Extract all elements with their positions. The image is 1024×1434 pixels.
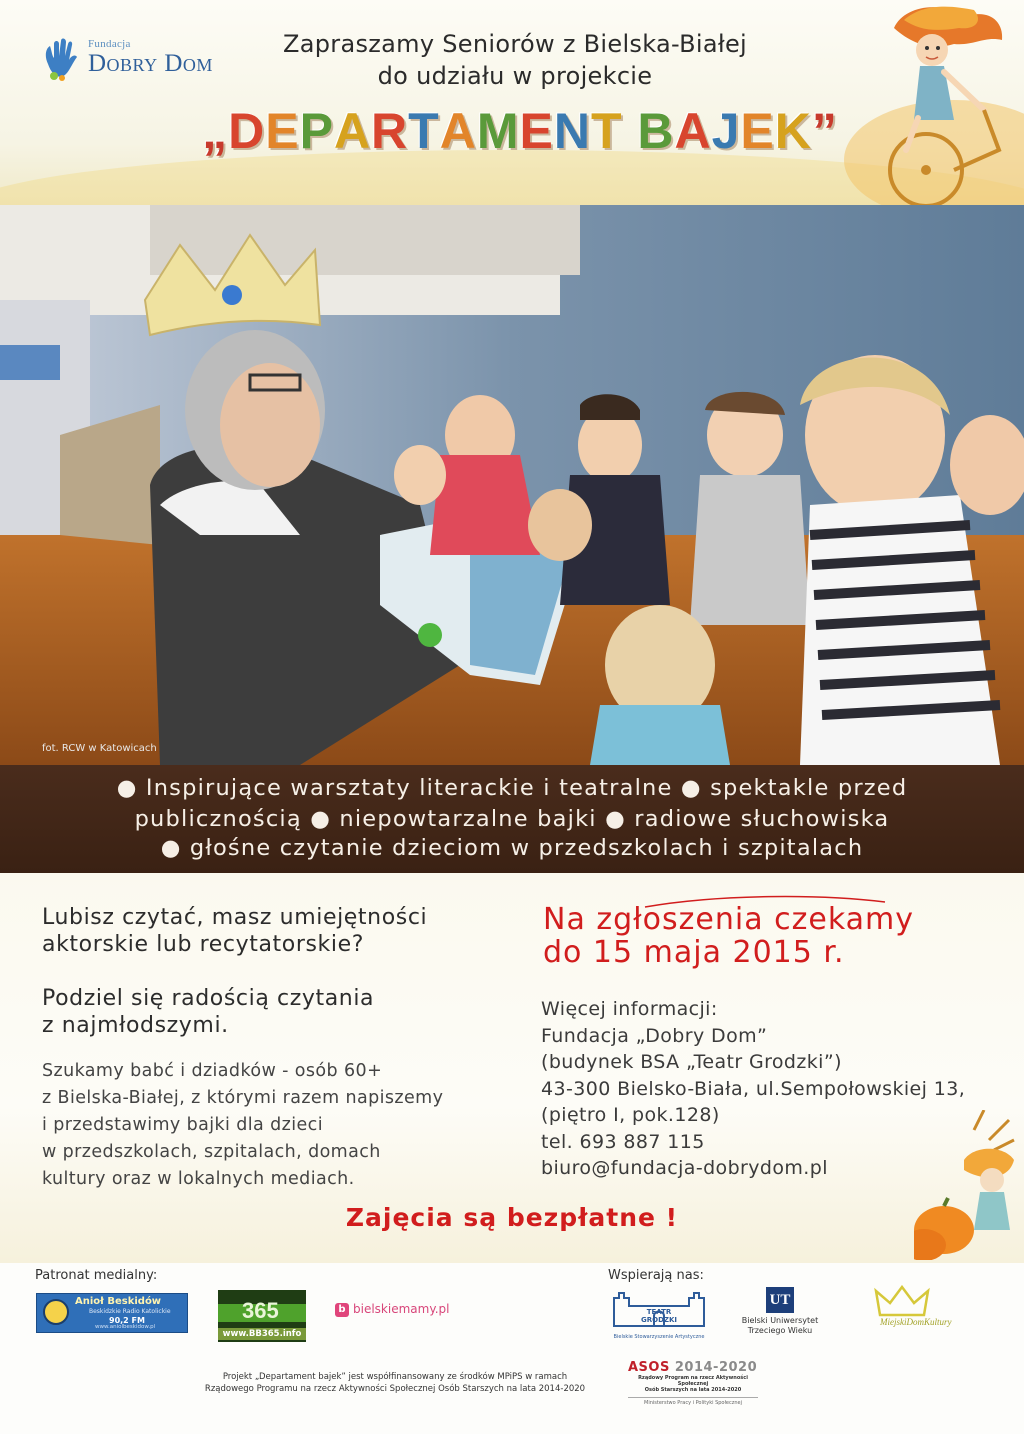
aniol-freq: 90,2 FM (109, 1316, 145, 1325)
mdk-name: MiejskiDomKultury (880, 1317, 952, 1327)
title-letter: N (553, 103, 591, 159)
funding-note (160, 1371, 630, 1395)
aniol-sub: Beskidzkie Radio Katolickie (89, 1308, 171, 1315)
info-address: 43-300 Bielsko-Biała, ul.Sempołowskiej 13, (541, 1077, 966, 1100)
title-letter: „ (202, 103, 229, 159)
teatr-grodzki-logo[interactable] (609, 1288, 709, 1340)
butw-logo[interactable] (730, 1287, 830, 1342)
title-letter: E (740, 103, 775, 159)
seeking-line: w przedszkolach, szpitalach, domach (42, 1142, 381, 1162)
bb365-logo[interactable] (218, 1290, 306, 1342)
title-letter: P (299, 103, 334, 159)
question-line-2: aktorskie lub recytatorskie? (42, 932, 364, 957)
seeking-line: kultury oraz w lokalnych mediach. (42, 1169, 355, 1189)
free-classes-text: Zajęcia są bezpłatne ! (345, 1203, 679, 1232)
title-letter: E (265, 103, 300, 159)
title-letter: B (637, 103, 675, 159)
seeking-line: i przedstawimy bajki dla dzieci (42, 1115, 323, 1135)
question-line-1: Lubisz czytać, masz umiejętności (42, 905, 428, 930)
photo-credit: fot. RCW w Katowicach (42, 743, 157, 754)
title-letter (622, 102, 637, 160)
teatr-name-line-2: GRODZKI (640, 1316, 677, 1324)
invite-line-1: Zapraszamy Seniorów z Bielska-Białej (283, 30, 747, 58)
aniol-url: www.aniolbeskidow.pl (95, 1324, 156, 1330)
asos-ministry: Ministerstwo Pracy i Polityki Społecznej (628, 1397, 758, 1406)
title-letter: R (371, 103, 409, 159)
bielskiemamy-name: bielskiemamy.pl (353, 1302, 450, 1316)
title-letter: A (674, 103, 712, 159)
share-line-2: z najmłodszymi. (42, 1013, 229, 1038)
deadline-line-1: Na zgłoszenia czekamy (543, 902, 915, 937)
bb365-number: 365 (242, 1298, 279, 1323)
seeking-text (42, 1058, 522, 1193)
asos-name: ASOS (628, 1360, 670, 1375)
teatr-caption: Bielskie Stowarzyszenie Artystyczne (613, 1334, 705, 1340)
title-letter: A (333, 103, 372, 159)
share-line-1: Podziel się radością czytania (42, 986, 375, 1011)
deadline-text (543, 903, 1003, 969)
aniol-beskidow-logo[interactable] (36, 1293, 188, 1333)
funding-note-line-2: Rządowego Programu na rzecz Aktywności Społecznej Osób Starszych na lata 2014-2020 (204, 1384, 586, 1394)
activities-line-1: ● Inspirujące warsztaty literackie i teatralne ● spektakle przed (116, 775, 908, 801)
info-org: Fundacja „Dobry Dom” (541, 1024, 768, 1047)
teatr-name (634, 1308, 684, 1324)
butw-line-2: Trzeciego Wieku (747, 1326, 813, 1335)
info-email[interactable]: biuro@fundacja-dobrydom.pl (541, 1157, 828, 1179)
bielskiemamy-logo[interactable] (335, 1302, 465, 1320)
title-letter: T (408, 103, 440, 159)
butw-line-1: Bielski Uniwersytet (741, 1316, 819, 1325)
asos-logo[interactable] (628, 1360, 758, 1406)
butw-name (730, 1316, 830, 1336)
title-letter: D (228, 103, 266, 159)
butw-mark: UT (766, 1287, 794, 1313)
deadline-line-2: do 15 maja 2015 r. (543, 935, 845, 970)
info-phone[interactable]: tel. 693 887 115 (541, 1130, 705, 1153)
title-letter: M (476, 103, 520, 159)
seeking-line: z Bielska-Białej, z którymi razem napiszemy (42, 1088, 444, 1108)
share-text (42, 985, 512, 1039)
aniol-name: Anioł Beskidów (75, 1296, 162, 1307)
funding-note-line-1: Projekt „Departament bajek” jest współfinansowany ze środków MPiPS w ramach (222, 1372, 568, 1382)
asos-line-2: Osób Starszych na lata 2014-2020 (644, 1387, 742, 1393)
sponsors-footer (0, 1263, 1024, 1434)
asos-years: 2014-2020 (674, 1360, 758, 1375)
project-title (180, 102, 860, 160)
teatr-name-line-1: TEATR (646, 1308, 672, 1316)
logo-name: Dobry Dom (88, 50, 213, 77)
bielskiemamy-icon: b (335, 1303, 349, 1317)
crown-icon (872, 1285, 932, 1319)
title-letter: K (774, 103, 812, 159)
mdk-logo[interactable] (872, 1285, 982, 1347)
info-building: (budynek BSA „Teatr Grodzki”) (541, 1051, 842, 1073)
girl-on-bicycle-illustration (834, 0, 1024, 205)
bb365-url: www.BB365.info (218, 1328, 306, 1340)
logo-small-text: Fundacja (88, 38, 131, 50)
activities-line-2: publicznością ● niepowtarzalne bajki ● radiowe słuchowiska (134, 806, 890, 832)
activities-line-3: ● głośne czytanie dzieciom w przedszkolach i szpitalach (160, 835, 864, 861)
title-letter: E (519, 103, 554, 159)
asos-title (628, 1360, 758, 1375)
title-letter: T (590, 103, 623, 159)
hand-logo-icon (40, 38, 82, 82)
title-letter: A (439, 103, 477, 159)
media-patronage-label: Patronat medialny: (35, 1268, 158, 1283)
storytelling-photo (0, 205, 1024, 765)
asos-line-1: Rządowy Program na rzecz Aktywności Społecznej (638, 1375, 748, 1387)
contact-info (541, 996, 1021, 1182)
supporters-label: Wspierają nas: (608, 1268, 704, 1283)
title-letter: ” (811, 103, 838, 159)
info-heading: Więcej informacji: (541, 998, 718, 1020)
fundacja-logo[interactable] (40, 36, 240, 86)
question-text (42, 904, 512, 958)
invite-line-2: do udziału w projekcie (377, 62, 653, 90)
info-room: (piętro I, pok.128) (541, 1104, 720, 1126)
title-letter: J (711, 103, 741, 159)
angel-icon (43, 1299, 69, 1325)
seeking-line: Szukamy babć i dziadków - osób 60+ (42, 1061, 383, 1081)
